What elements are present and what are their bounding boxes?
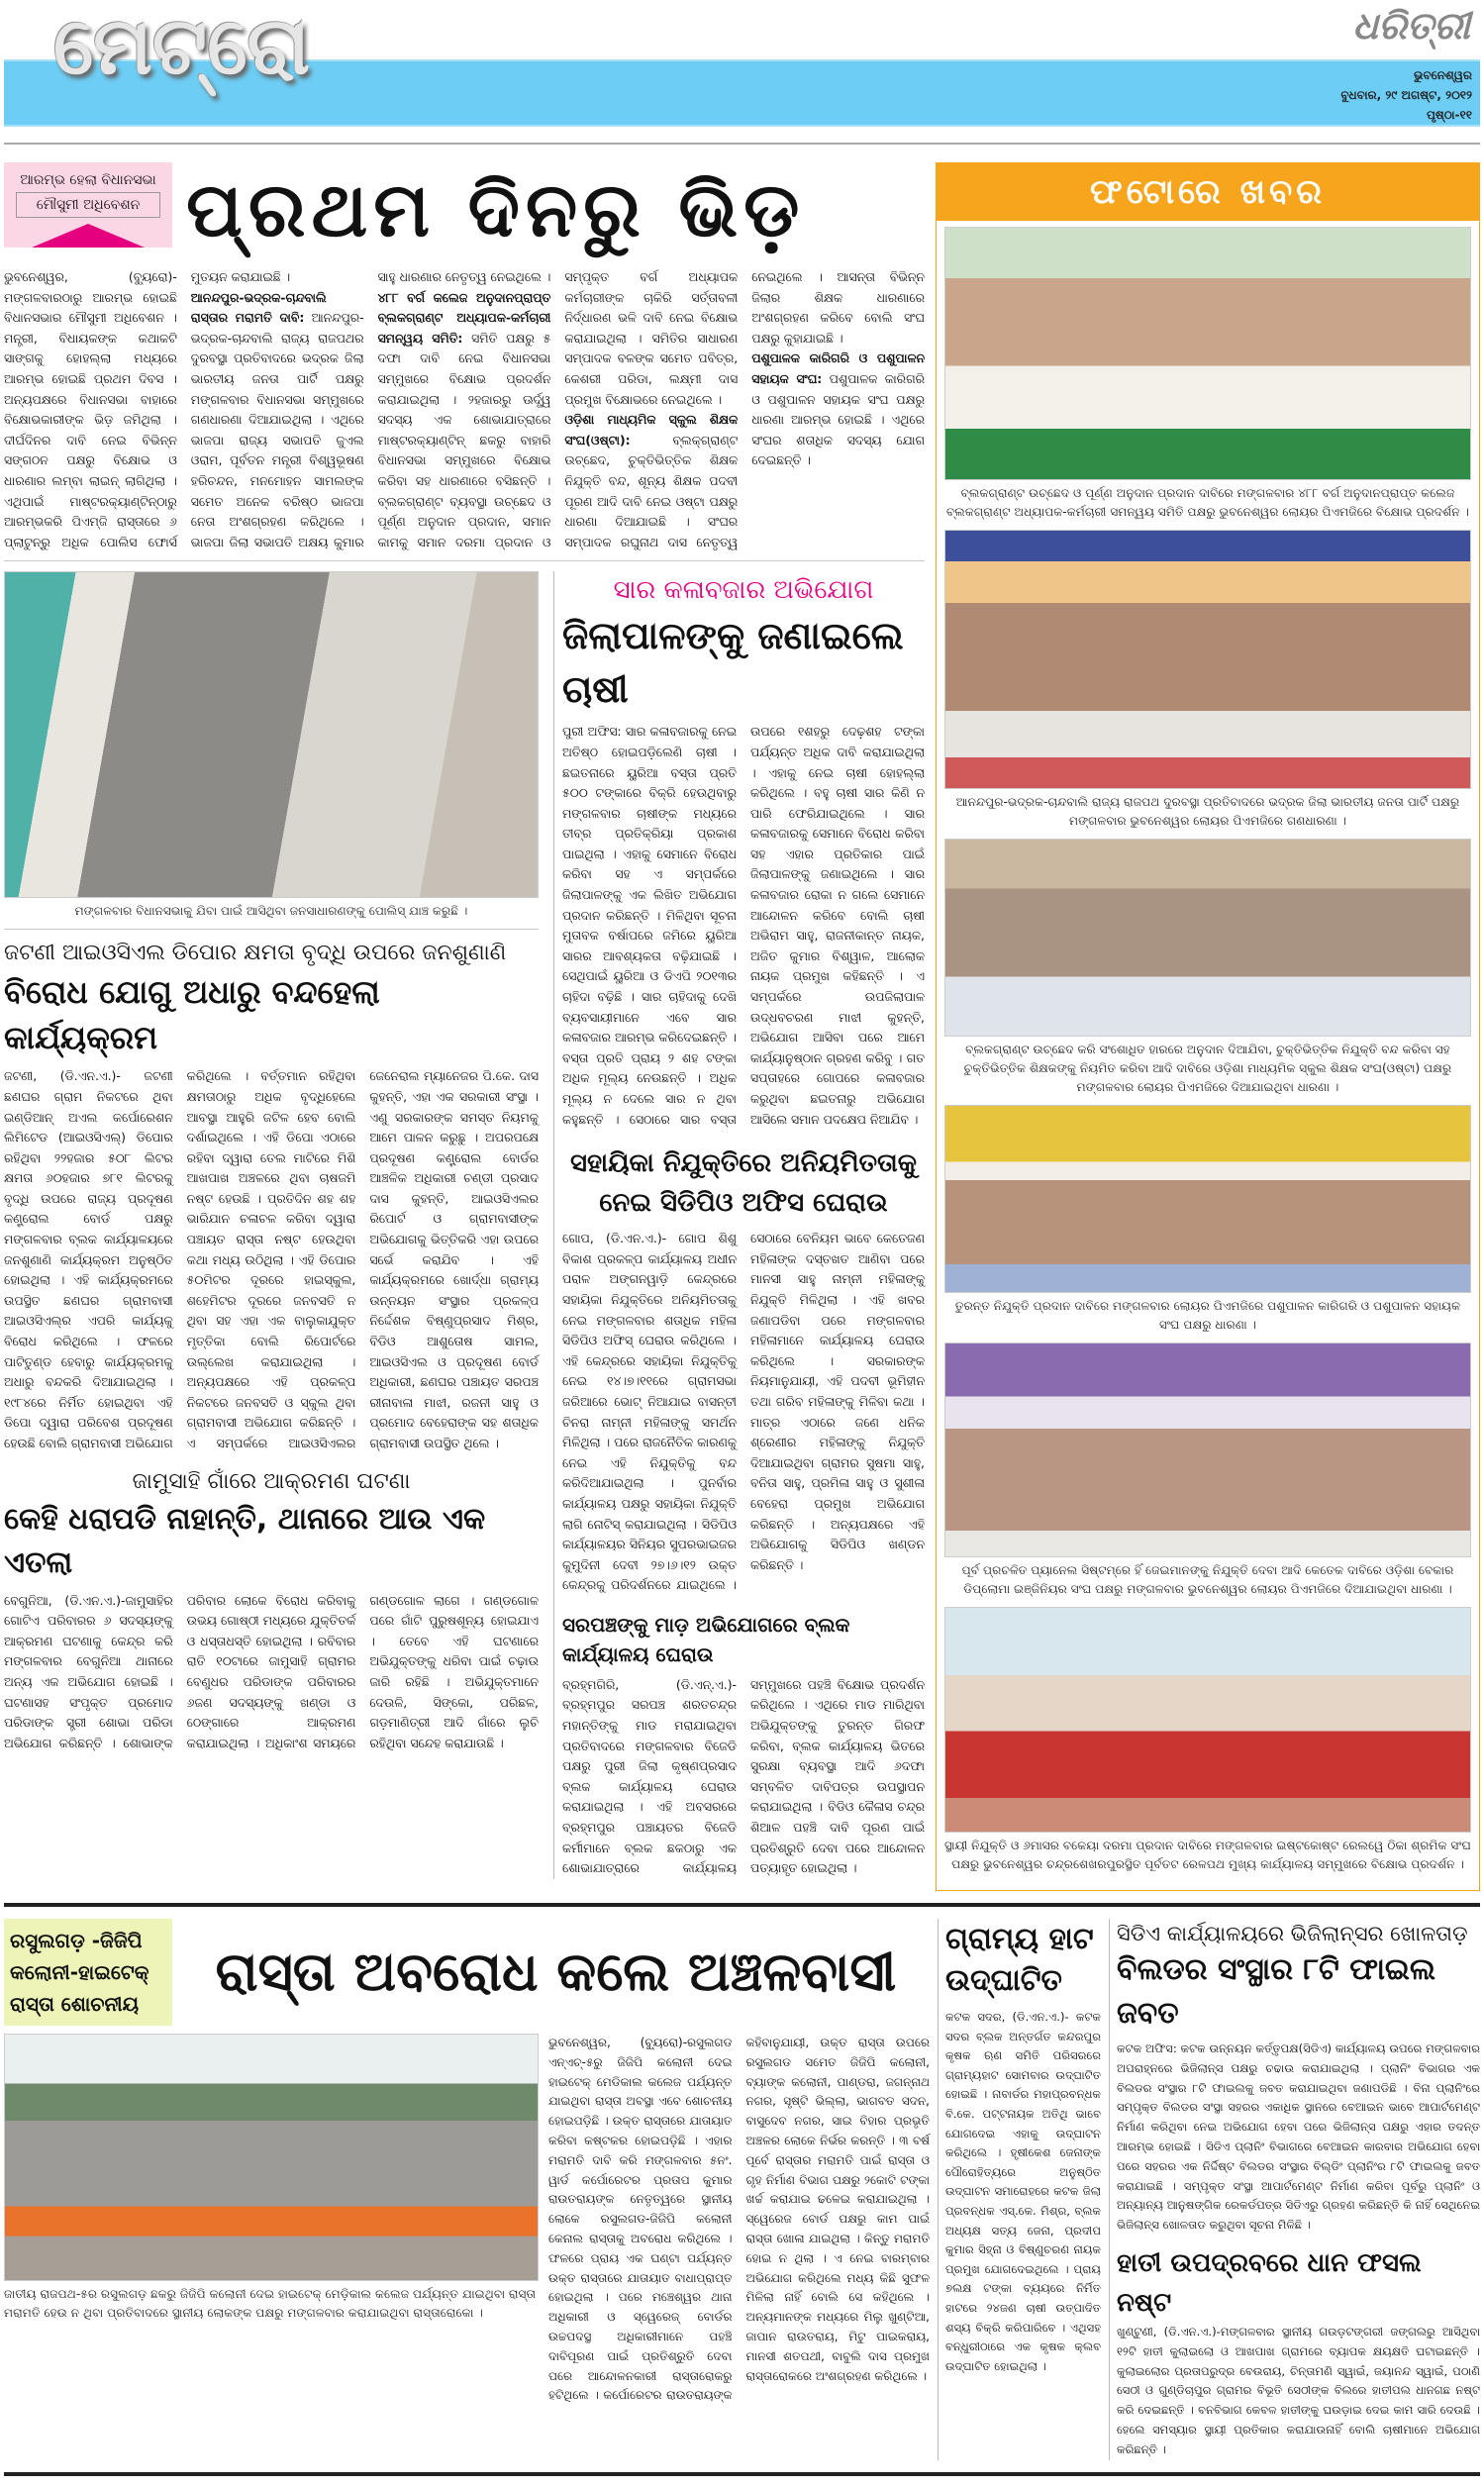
paragraph: ଆନନ୍ଦପୁର-ଭଦ୍ରକ-ଚାନ୍ଦବାଲି ରାଜ୍ୟ ରାଜପଥର ଦୁରବସ୍ଥା ପ୍ରତିବାଦରେ ଭଦ୍ରକ ଜିଲା ଭାରତୀୟ ଜନତା ପାର୍ଟି ପକ୍ଷରୁ ମଙ୍ଗଳବାର ବିଧାନସଭା ସମ୍ମୁଖରେ ଗଣଧାରଣା ଦିଆଯାଇଥିଲା । ଏଥିରେ ଭାଜପା ରାଜ୍ୟ ସଭାପତି ଜୁଏଲ ଓରାମ, ପୂର୍ବତନ ମନ୍ତ୍ରୀ ବିଶ୍ୱଭୂଷଣ ହରିଚନ୍ଦନ, ମନମୋହନ ସାମଲଙ୍କ ସମେତ ଅନେକ ବରିଷ୍ଠ ଭାଜପା ନେତା ଅଂଶଗ୍ରହଣ କରିଥିଲେ । ଭାଜପା ଜିଲା ସଭାପତି ଅକ୍ଷୟ କୁମାର ସାହୁ ଧାରଣାର ନେତୃତ୍ୱ ନେଇଥିଲେ । bbox=[190, 269, 551, 549]
paragraph: ପଶୁପାଳକ କାରିଗରି ଓ ପଶୁପାଳନ ସହାୟକ ସଂଘ ପକ୍ଷରୁ ଧାରଣା ଆରମ୍ଭ ହୋଇଛି । ଏଥିରେ ସଂଘର ଶତାଧିକ ସଦସ୍ୟ ଯୋଗ ଦେଇଛନ୍ତି । bbox=[751, 370, 925, 468]
gramya-hat-headline bbox=[945, 1919, 1101, 2002]
photo-caption: ତୁରନ୍ତ ନିଯୁକ୍ତି ପ୍ରଦାନ ଦାବିରେ ମଙ୍ଗଳବାର ଲୋୟର ପିଏମଜିରେ ପଶୁପାଳନ କାରିଗରି ଓ ପଶୁପାଳନ ସହାୟକ ସଂଘ ପକ୍ଷରୁ ଧାରଣା । bbox=[954, 1299, 1461, 1332]
lead-body bbox=[4, 267, 925, 552]
photo-caption: ଜାତୀୟ ରାଜପଥ-୫ର ରସୁଲଗଡ଼ ଛକରୁ ଜିଜିପି କଲୋନୀ ଦେଇ ହାଇଟେକ୍ ମେଡ଼ିକାଲ କଲେଜ ପର୍ଯ୍ୟନ୍ତ ଯାଇଥିବା ରାସ୍ତା ମରାମତି ହେଉ ନ ଥିବା ପ୍ରତିବାଦରେ ସ୍ଥାନୀୟ ଲୋକଙ୍କ ପକ୍ଷରୁ ମଙ୍ଗଳବାର କରାଯାଇଥିବା ରାସ୍ତାରୋକୋ । bbox=[4, 2287, 537, 2320]
rasulgarh-story bbox=[4, 1919, 930, 2460]
paragraph: ଭୁବନେଶ୍ୱର, (ବ୍ୟୁରୋ)-ରସୁଲଗଡ ଏନ୍‌ଏଚ୍-୫ରୁ ଜିଜିପି କଲୋନୀ ଦେଇ ହାଇଟେକ୍ ମେଡିକାଲ କଲେଜ ପର୍ଯ୍ୟନ୍ତ ଯାଇଥିବା ରାସ୍ତା ଅବସ୍ଥା ଏବେ ଶୋଚନୀୟ ହୋଇପଡ଼ିଛି । ଉକ୍ତ ରାସ୍ତାରେ ଯାତାୟାତ କରିବା କଷ୍ଟକର ହୋଇପଡ଼ିଛି । ଏହାର ମରାମତି ଦାବି କରି ମଙ୍ଗଳବାର ୫ନଂ. ୱାର୍ଡ କର୍ପୋରେଟର ପ୍ରତାପ କୁମାର ରାଉତରାୟଙ୍କ ନେତୃତ୍ୱରେ ସ୍ଥାନୀୟ ଲୋକେ ରସୁଲଗଡ-ଜିଜିପି କଲୋନୀ କେନାଲ ରାସ୍ତାକୁ ଅବରୋଧ କରିଥିଲେ । ଫଳରେ ପ୍ରାୟ ଏକ ଘଣ୍ଟା ପର୍ଯ୍ୟନ୍ତ ଉକ୍ତ ରାସ୍ତାରେ ଯାତାୟାତ ବାଧାପ୍ରାପ୍ତ ହୋଇଥିଲା । ପରେ ମଞ୍ଚେଶ୍ୱର ଥାନା ଅଧିକାରୀ ଓ ସ୍ୱେରେଜ୍ ବୋର୍ଡର ଉଚ୍ଚପଦସ୍ଥ ଅଧିକାରୀମାନେ ପହଞ୍ଚି ଦାବିପୂରଣ ପାଇଁ ପ୍ରତିଶ୍ରୁତି ଦେବା ପରେ ଆନ୍ଦୋଳନକାରୀ ରାସ୍ତାରୋକରୁ ହଟିଥିଲେ । କର୍ପୋରେଟର ରାଉତରାୟଙ୍କ କହିବାନୁଯାୟୀ, ଉକ୍ତ ରାସ୍ତା ଉପରେ ରସୁଲଗଡ ସମେତ ଜିଜିପି କଲୋନୀ, ବ୍ୟାଙ୍କ କଲୋନୀ, ପାଣ୍ଡରା, ଜଗନ୍ନାଥ ନଗର, ସୃଷ୍ଟି ଭିଲ୍ଲା, ଭାଗବତ ସଦନ, ବାସୁଦେବ ନଗର, ସାଇ ବିହାର ପ୍ରଭୃତି ଅଞ୍ଚଳର ଲୋକେ ନିର୍ଭର କରନ୍ତି । ୩ ବର୍ଷ ପୂର୍ବେ ରାସ୍ତାର ମରାମତି ପାଇଁ ରାସ୍ତା ଓ ଗୃହ ନିର୍ମାଣ ବିଭାଗ ପକ୍ଷରୁ ୨କୋଟି ଟଙ୍କା ଖର୍ଚ୍ଚ କରାଯାଇ ଢଳେଇ କରାଯାଇଥିଲା । ସ୍ୱେରେଜ ବୋର୍ଡ ପକ୍ଷରୁ କାମ ପାଇଁ ରାସ୍ତା ଖୋଳା ଯାଇଥିଲା । କିନ୍ତୁ ମରାମତି ହୋଇ ନ ଥିଲା । ଏ ନେଇ ବାରମ୍ବାର ଅଭିଯୋଗ କରିଥିଲେ ମଧ୍ୟ କିଛି ସୁଫଳ ମିଳିଲା ନାହିଁ ବୋଲି ସେ କହିଥିଲେ । ଅନ୍ୟମାନଙ୍କ ମଧ୍ୟରେ ମିଲୁ ଖୁଣ୍ଟିଆ, ଜାପାନ ରାଉତରାୟ, ମିଟୁ ପାଇକରାୟ, ମାନସୀ ଶତପଥୀ, ବାବୁଲି ଦାସ ପ୍ରମୁଖ ରାସ୍ତାରୋକରେ ଅଂଶଗ୍ରହଣ କରିଥିଲେ । bbox=[548, 2036, 930, 2403]
jatni-headline: ବିରୋଧ ଯୋଗୁ ଅଧାରୁ ବନ୍ଦହେଲା କାର୍ଯ୍ୟକ୍ରମ bbox=[4, 973, 380, 1057]
kicker-line: ଆରମ୍ଭ ହେଲା ବିଧାନସଭା bbox=[20, 172, 156, 188]
lead-headline: ପ୍ରଥମ ଦିନରୁ ଭିଡ଼ bbox=[186, 165, 806, 253]
page-number: ପୃଷ୍ଠା-୧୧ bbox=[1426, 108, 1472, 122]
rasulgarh-body bbox=[548, 2034, 930, 2406]
protest-photo-3 bbox=[944, 839, 1471, 1037]
bottom-section bbox=[4, 1919, 1480, 2460]
jatni-body bbox=[4, 1066, 539, 1453]
jamusahi-body bbox=[4, 1591, 539, 1754]
elephant-body bbox=[1117, 2323, 1480, 2460]
right-stories bbox=[553, 571, 925, 1879]
protest-photo-1 bbox=[944, 227, 1471, 480]
paragraph: ବ୍ଲକ୍‌ଗ୍ରାଣ୍ଟ ଉଚ୍ଛେଦ, ଚୁକ୍ତିଭିତ୍ତିକ ଶିକ୍ଷକ ନିଯୁକ୍ତି ବନ୍ଦ, ଶୂନ୍ୟ ଶିକ୍ଷକ ପଦବୀ ପୂରଣ ଆଦି ଦାବି ନେଇ ଓଷ୍ଟା ପକ୍ଷରୁ ଧାରଣା ଦିଆଯାଇଛି । ସଂଘର ସମ୍ପାଦକ ରଘୁନାଥ ଦାସ ନେତୃତ୍ୱ ନେଇଥିଲେ । ଆସନ୍ତା ବିଭିନ୍ନ ଜିଲାର ଶିକ୍ଷକ ଧାରଣାରେ ଅଂଶଗ୍ରହଣ କରିବେ ବୋଲି ସଂଘ ପକ୍ଷରୁ କୁହାଯାଇଛି । bbox=[564, 269, 925, 549]
sarapanch-body bbox=[562, 1675, 925, 1879]
paragraph: ବ୍ରହ୍ମଗିରି, (ଡି.ଏନ୍.ଏ.)- ବ୍ରହ୍ମପୁର ସରପଞ୍ଚ ଶରତଚନ୍ଦ୍ର ମହାନ୍ତିଙ୍କୁ ମାଡ ମରାଯାଇଥିବା ପ୍ରତିବାଦରେ ମଙ୍ଗଳବାର ବିଜେଡି ପକ୍ଷରୁ ପୁରୀ ଜିଲା କୃଷ୍ଣପ୍ରସାଦ ବ୍ଲକ କାର୍ଯ୍ୟାଳୟ ଘେରାଉ କରାଯାଇଥିଲା । ଏହି ଅବସରରେ ବ୍ରହ୍ମପୁର ପଞ୍ଚାୟତର ବିଜେଡି କର୍ମୀମାନେ ବ୍ଲକ ଛକଠାରୁ ଏକ ଶୋଭାଯାତ୍ରାରେ କାର୍ଯ୍ୟାଳୟ ସମ୍ମୁଖରେ ପହଞ୍ଚି ବିକ୍ଷୋଭ ପ୍ରଦର୍ଶନ କରିଥିଲେ । ଏଥିରେ ମାଡ ମାରିଥିବା ଅଭିଯୁକ୍ତଙ୍କୁ ତୁରନ୍ତ ଗିରଫ କରିବା, ବ୍ଲକ କାର୍ଯ୍ୟାଳୟ ଭିତରେ ସୁରକ୍ଷା ବ୍ୟବସ୍ଥା ଆଦି ୬ଦଫା ସମ୍ବଳିତ ଦାବିପତ୍ର ଉପସ୍ଥାପନ କରାଯାଇଥିଲା । ବିଡିଓ କୈଳାସ ଚନ୍ଦ୍ର ଶିଆଳ ପହଞ୍ଚି ଦାବି ପୂରଣ ପାଇଁ ପ୍ରତିଶ୍ରୁତି ଦେବା ପରେ ଆନ୍ଦୋଳନ ପତ୍ୟାହୃତ ହୋଇଥିଲା । bbox=[562, 1676, 925, 1876]
rasulgarh-headline: ରାସ୍ତା ଅବରୋଧ କଲେ ଅଞ୍ଚଳବାସୀ bbox=[215, 1941, 897, 2003]
section-divider bbox=[4, 1903, 1480, 1907]
newspaper-logo: ଧରିତ୍ରୀ bbox=[1352, 4, 1470, 48]
headline-line: ଉଦ୍‌ଘାଟିତ bbox=[945, 1963, 1062, 1998]
divider bbox=[4, 929, 539, 930]
bottom-rule bbox=[4, 2472, 1480, 2476]
protest-photo-2 bbox=[944, 530, 1471, 789]
fertilizer-body bbox=[562, 722, 925, 1130]
lead-header bbox=[4, 162, 925, 257]
subhead: ପଶୁପାଳକ କାରିଗରି ଓ ପଶୁପାଳନ ସହାୟକ ସଂଘ: bbox=[751, 350, 925, 386]
elephant-headline: ହାତୀ ଉପଦ୍ରବରେ ଧାନ ଫସଲ ନଷ୍ଟ bbox=[1117, 2247, 1422, 2318]
photo-caption: ସ୍ଥାୟୀ ନିଯୁକ୍ତି ଓ ୬ମାସର ବକେୟା ଦରମା ପ୍ରଦାନ ଦାବିରେ ମଙ୍ଗଳବାର ଇଷ୍ଟକୋଷ୍ଟ ରେଲୱେ ଠିକା ଶ୍ରମିକ ସଂଘ ପକ୍ଷରୁ ଭୁବନେଶ୍ୱର ଚନ୍ଦ୍ରଶେଖରପୁରସ୍ଥିତ ପୂର୍ବତଟ ରେଳପଥ ମୁଖ୍ୟ କାର୍ଯ୍ୟାଳୟ ସମ୍ମୁଖରେ ବିକ୍ଷୋଭ ପ୍ରଦର୍ଶନ । bbox=[944, 1839, 1471, 1871]
paragraph: ଖୁଣ୍ଟୁଣୀ, (ଡି.ଏନ.ଏ.)-ମଙ୍ଗଳବାର ସ୍ଥାନୀୟ ଗଉଡ଼ଟଙ୍ଗରୀ ଜଙ୍ଗଲରୁ ଆସିଥିବା ୧୨ଟି ହାତୀ କୁଲାଇଲୋ ଓ ଆଖପାଖ ଗ୍ରାମରେ ବ୍ୟାପକ କ୍ଷୟକ୍ଷତି ଘଟାଇଛନ୍ତି । କୁଲାଇଲୋର ପ୍ରତାପରୁଦ୍ର ବେଉରାୟ, ଚିନ୍ତାମଣି ସ୍ୱାଇଁ, ଜୟାନନ୍ଦ ସ୍ୱାଇଁ, ପଠାଣି ସେଠୀ ଓ ଗୁଣ୍ଡିଚାପୁର ଗ୍ରାମର ବିଭୂତି ସେଠୀଙ୍କ ବିଲରେ ହାତୀପଲ ଧାନଗଛ ନଷ୍ଟ କରି ଦେଇଛନ୍ତି । ବନବିଭାଗ କେବଳ ହାତୀଙ୍କୁ ଘଉଡ଼ାଇ ଦେଇ କାମ ସାରି ଦେଉଛି । ହେଲେ ସମସ୍ୟାର ସ୍ଥାୟୀ ପ୍ରତିକାର କରାଯାଉନାହିଁ ବୋଲି ଚାଷୀମାନେ ଅଭିଯୋଗ କରିଛନ୍ତି । bbox=[1117, 2324, 1480, 2456]
protest-photo-5 bbox=[944, 1343, 1471, 1557]
sahayika-body bbox=[562, 1229, 925, 1596]
paragraph: କଟକ ସଦର, (ଡି.ଏନ.ଏ.)- କଟକ ସଦର ବ୍ଲକ ଅନ୍ତର୍ଗତ କନ୍ଦରପୁର କୃଷକ ଋଣ ସମିତି ପରିସରରେ ଗ୍ରାମ୍ୟହାଟ ସୋମବାର ଉଦ୍‌ଘାଟିତ ହୋଇଛି । ନାବାର୍ଡର ମହାପ୍ରବନ୍ଧକ ବି.କେ. ପଟ୍ଟନାୟକ ଅତିଥି ଭାବେ ଯୋଗଦେଇ ଏହାକୁ ଉଦ୍‌ଘାଟନ କରିଥିଲେ । ହୃଷୀକେଶ ଜେନାଙ୍କ ପୌରୋହିତ୍ୟରେ ଅନୁଷ୍ଠିତ ଉଦ୍‌ଘାଟନ ସମାରୋହରେ କଟକ ଜିଲା ପ୍ରବନ୍ଧକ ଏସ୍.କେ. ମିଶ୍ର, ବ୍ଲକ ଅଧ୍ୟକ୍ଷ ସତ୍ୟ ଜେନା, ପ୍ରଦୀପ କୁମାର ସିହ୍ନା ଓ ବିଷ୍ଣୁଚରଣ ନାୟକ ପ୍ରମୁଖ ଯୋଗଦେଇଥିଲେ । ପ୍ରାୟ ୭ଲକ୍ଷ ଟଙ୍କା ବ୍ୟୟରେ ନିର୍ମିତ ହାଟରେ ୨୪ଜଣ ଚାଷୀ ଉତ୍ପାଦିତ ଶସ୍ୟ ବିକ୍ରି କରିପାରିବେ । ଏଥିସହ ବନ୍ଧୁରୀଠାରେ ଏକ କୃଷକ କ୍ଲବ ଉଦ୍‌ଘାଟିତ ହୋଇଥିଲା । bbox=[945, 2010, 1101, 2373]
photo-caption: ପୂର୍ବ ପ୍ରଚଳିତ ପ୍ୟାନେଲ ସିଷ୍ଟମ୍‌ରେ ହିଁ ଜେଇମାନଙ୍କୁ ନିଯୁକ୍ତି ଦେବା ଆଦି କେତେକ ଦାବିରେ ଓଡ଼ିଶା ବେକାର ଡିପ୍ଲୋମା ଇଞ୍ଜିନିୟର ସଂଘ ପକ୍ଷରୁ ମଙ୍ଗଳବାର ଭୁବନେଶ୍ୱର ଲୋୟର ପିଏମଜିରେ ଦିଆଯାଇଥିବା ଧାରଣା । bbox=[961, 1563, 1454, 1596]
left-stories bbox=[4, 571, 539, 1879]
masthead bbox=[4, 0, 1480, 139]
rasulgarh-content bbox=[4, 2034, 930, 2406]
cda-story bbox=[1109, 1919, 1480, 2460]
section-title: ମେଟ୍ରୋ bbox=[53, 0, 311, 92]
photo-caption: ଆନନ୍ଦପୁର-ଭଦ୍ରକ-ଚାନ୍ଦବାଲି ରାଜ୍ୟ ରାଜପଥ ଦୁରବସ୍ଥା ପ୍ରତିବାଦରେ ଭଦ୍ରକ ଜିଲା ଭାରତୀୟ ଜନତା ପାର୍ଟି ପକ୍ଷରୁ ମଙ୍ଗଳବାର ଭୁବନେଶ୍ୱର ଲୋୟର ପିଏମଜିରେ ଗଣଧାରଣା । bbox=[955, 795, 1460, 828]
date: ବୁଧବାର, ୨୯ ଅଗଷ୍ଟ, ୨୦୧୨ bbox=[1340, 88, 1472, 102]
paragraph: ଗୋପ, (ଡି.ଏନ.ଏ.)- ଗୋପ ଶିଶୁ ବିକାଶ ପ୍ରକଳ୍ପ କାର୍ଯ୍ୟାଳୟ ଅଧୀନ ପରାଳ ଅଙ୍ଗନୱାଡ଼ି କେନ୍ଦ୍ରରେ ସହାୟିକା ନିଯୁକ୍ତିରେ ଅନିୟମିତତାକୁ ନେଇ ମଙ୍ଗଳବାର ଶତାଧିକ ମହିଳା ସିଡିପିଓ ଅଫିସ୍ ଘେରାଉ କରିଥିଲେ । ଏହି କେନ୍ଦ୍ରରେ ସହାୟିକା ନିଯୁକ୍ତିକୁ ନେଇ ୧୪।୭।୧୧ରେ ଗ୍ରାମସଭା ଜରିଆରେ ଭୋଟ୍ ନିଆଯାଇ ବାସନ୍ତୀ ଚିନରା ନାମ୍ନୀ ମହିଳାଙ୍କୁ ସମର୍ଥନ ମିଳିଥିଲା । ପରେ ରାଜନୈତିକ କାରଣକୁ ନେଇ ଏହି ନିଯୁକ୍ତିକୁ ବନ୍ଦ କରିଦିଆଯାଇଥିଲା । ପୁନର୍ବାର କାର୍ଯ୍ୟାଳୟ ପକ୍ଷରୁ ସହାୟିକା ନିଯୁକ୍ତି ଲାଗି ନୋଟିସ୍ କରାଯାଇଥିଲା । ସିଡିପିଓ କାର୍ଯ୍ୟାଳୟର ସିନିୟର ସୁପରଭାଇଜର କୁମୁଦିନୀ ଦେବୀ ୨୭।୬।୧୨ ଉକ୍ତ କେନ୍ଦ୍ରକୁ ପରିଦର୍ଶନରେ ଯାଇଥିଲେ । ସେଠାରେ ବେନିୟମ ଭାବେ କେତେଜଣ ମହିଳାଙ୍କ ଦସ୍ତଖତ ଆଣିବା ପରେ ମାନସୀ ସାହୁ ନାମ୍ନୀ ମହିଳାଙ୍କୁ ନିଯୁକ୍ତି ମିଳିଥିଲା । ଏହି ଖବର ଜଣାପଡିବା ପରେ ମଙ୍ଗଳବାର ମହିଳାମାନେ କାର୍ଯ୍ୟାଳୟ ଘେରାଉ କରିଥିଲେ । ସରକାରଙ୍କ ନିୟମାନୁଯାୟୀ, ଏହି ପଦବୀ ଭୂମିହୀନ ତଥା ଗରିବ ମହିଳାଙ୍କୁ ମିଳିବା କଥା । ମାତ୍ର ଏଠାରେ ଜଣେ ଧନିକ ଶ୍ରେଣୀର ମହିଳାଙ୍କୁ ନିଯୁକ୍ତି ଦିଆଯାଇଥିବା ଗ୍ରାମର ସୁଷମା ସାହୁ, ବନିତା ସାହୁ, ପ୍ରମିଳା ସାହୁ ଓ ସୁଶୀଳା ବେହେରା ପ୍ରମୁଖ ଅଭିଯୋଗ କରିଛନ୍ତି । ଅନ୍ୟପକ୍ଷରେ ଏହି ଅଭିଯୋଗକୁ ସିଡିପିଓ ଖଣ୍ଡନ କରିଛନ୍ତି । bbox=[562, 1231, 925, 1593]
photo-caption: ମଙ୍ଗଳବାର ବିଧାନସଭାକୁ ଯିବା ପାଇଁ ଆସିଥିବା ଜନସାଧାରଣଙ୍କୁ ପୋଲିସ୍ ଯାଞ୍ଚ କରୁଛି । bbox=[74, 904, 468, 919]
sahayika-headline bbox=[562, 1144, 925, 1223]
paragraph: ସମିତି ପକ୍ଷରୁ ୫ ଦଫା ଦାବି ନେଇ ବିଧାନସଭା ସମ୍ମୁଖରେ ବିକ୍ଷୋଭ ପ୍ରଦର୍ଶନ କରାଯାଇଥିଲା । ୨ହଜାରରୁ ଊର୍ଦ୍ଧ୍ୱ ସଦସ୍ୟ ଏକ ଶୋଭାଯାତ୍ରାରେ ମାଷ୍ଟରକ୍ୟାଣ୍ଟିନ୍ ଛକରୁ ବାହାରି ବିଧାନସଭା ସମ୍ମୁଖରେ ବିକ୍ଷୋଭ କରିବା ସହ ଧାରଣାରେ ବସିଛନ୍ତି । ବ୍ଲକଗ୍ରାଣ୍ଟ ବ୍ୟବସ୍ଥା ଉଚ୍ଛେଦ ଓ ପୂର୍ଣ୍ଣ ଅନୁଦାନ ପ୍ରଦାନ, ସମାନ କାମକୁ ସମାନ ଦରମା ପ୍ରଦାନ ଓ ସମ୍ପୃକ୍ତ ବର୍ଗ ଅଧ୍ୟାପକ କର୍ମଚାରୀଙ୍କ ଚାକିରି ସର୍ତ୍ତାବଳୀ ନିର୍ଦ୍ଧାରଣ ଭଳି ଦାବି ନେଇ ବିକ୍ଷୋଭ କରାଯାଇଥିଲା । ସମିତିର ସାଧାରଣ ସମ୍ପାଦକ ବଳଙ୍କ ସମେତ ପବିତ୍ର, କେଶରୀ ପରିଡା, ଲକ୍ଷ୍ମୀ ଦାସ ପ୍ରମୁଖ ବିକ୍ଷୋଭରେ ନେଇଥିଲେ । bbox=[377, 269, 739, 549]
rasulgarh-header bbox=[4, 1919, 930, 2026]
subhead: ୪୮୮ ବର୍ଗ କଲେଜ ଅନୁଦାନପ୍ରାପ୍ତ ବ୍ଲକଗ୍ରାଣ୍ଟ ଅଧ୍ୟାପକ-କର୍ମଚାରୀ ସମନ୍ୱୟ ସମିତି: bbox=[377, 289, 551, 346]
jamusahi-kicker: ଜାମୁସାହି ଗାଁରେ ଆକ୍ରମଣ ଘଟଣା bbox=[132, 1468, 411, 1494]
kicker-line: ମୌସୁମୀ ଅଧିବେଶନ bbox=[16, 192, 160, 218]
cda-kicker: ସିଡିଏ କାର୍ଯ୍ୟାଳୟରେ ଭିଜିଲାନ୍ସର ଖୋଳତାଡ଼ bbox=[1117, 1922, 1468, 1945]
headline-line: ଗ୍ରାମ୍ୟ ହାଟ bbox=[945, 1922, 1094, 1956]
top-section bbox=[4, 162, 1480, 1891]
cda-headline: ବିଲଡର ସଂସ୍ଥାର ୮ଟି ଫାଇଲ ଜବତ bbox=[1117, 1952, 1435, 2031]
photo-news-panel bbox=[936, 162, 1480, 1891]
jatni-kicker: ଜଟଣୀ ଆଇଓସିଏଲ ଡିପୋର କ୍ଷମତା ବୃଦ୍ଧି ଉପରେ ଜନଶୁଣାଣି bbox=[4, 941, 507, 966]
protest-photo-4 bbox=[944, 1105, 1471, 1293]
triangle-ornament bbox=[32, 224, 145, 248]
cda-body bbox=[1117, 2040, 1480, 2236]
rasulgarh-kicker: ରସୁଲଗଡ଼ -ଜିଜିପି କଲୋନୀ-ହାଇଟେକ୍ ରାସ୍ତା ଶୋଚନୀୟ bbox=[4, 1919, 172, 2026]
paragraph: ଭୁବନେଶ୍ୱର, (ବ୍ୟୁରୋ)- ମଙ୍ଗଳବାରଠାରୁ ଆରମ୍ଭ ହୋଇଛି ବିଧାନସଭାର ମୌସୁମୀ ଅଧିବେଶନ । ମନ୍ତ୍ରୀ, ବିଧାୟକଙ୍କ କଥାକଟି ସାଙ୍ଗକୁ ହୋହଲ୍ଲା ମଧ୍ୟରେ ଆରମ୍ଭ ହୋଇଛି ପ୍ରଥମ ଦିବସ । ଅନ୍ୟପକ୍ଷରେ ବିଧାନସଭା ବାହାରେ ବିକ୍ଷୋଭକାରୀଙ୍କ ଭିଡ଼ ଜମିଥିଲା । ଦୀର୍ଘଦିନର ଦାବି ନେଇ ବିଭିନ୍ନ ସଙ୍ଗଠନ ପକ୍ଷରୁ ବିକ୍ଷୋଭ ଓ ଧାରଣାର ଲମ୍ବା ଲାଇନ୍ ଲାଗିଥିଲା । ଏଥିପାଇଁ ମାଷ୍ଟରକ୍ୟାଣ୍ଟିନ୍‌ଠାରୁ ଆରମ୍ଭକରି ପିଏମ୍‌ଜି ରାସ୍ତାରେ ୬ ପ୍ଲାଟୁନ୍‌ରୁ ଅଧିକ ପୋଲିସ ଫୋର୍ସ ମୁତୟନ କରାଯାଇଛି । bbox=[4, 269, 291, 549]
main-column bbox=[4, 162, 925, 1891]
headline-line: ନେଇ ସିଡିପିଓ ଅଫିସ ଘେରାଉ bbox=[599, 1188, 888, 1219]
paragraph: ଜଟଣୀ, (ଡି.ଏନ.ଏ.)- ଜଟଣୀ ଛଣଘର ଗ୍ରାମ ନିକଟରେ ଥିବା ଇଣ୍ଡିଆନ୍ ଅଏଲ କର୍ପୋରେଶନ ଲିମିଟେଡ (ଆଇଓସିଏଲ୍) ଡିପୋର ରହିଥିବା ୨୨ହଜାର ୫୦୮ ଲିଟର କ୍ଷମତା ୬୦ହଜାର ୭୮୧ ଲିଟରକୁ ବୃଦ୍ଧି ଉପରେ ରାଜ୍ୟ ପ୍ରଦୂଷଣ କଣ୍ଟ୍ରୋଲ ବୋର୍ଡ ପକ୍ଷରୁ ମଙ୍ଗଳବାର ବ୍ଲକ କାର୍ଯ୍ୟାଳୟରେ ଜନଶୁଣାଣି କାର୍ଯ୍ୟକ୍ରମ ଅନୁଷ୍ଠିତ ହୋଇଥିଲା । ଏହି କାର୍ଯ୍ୟକ୍ରମରେ ଉପସ୍ଥିତ ଛଣଘର ଗ୍ରାମବାସୀ ଆଇଓସିଏଲ୍‌ର ଏପରି କାର୍ଯ୍ୟକୁ ବିରୋଧ କରିଥିଲେ । ଫଳରେ ପାଟିତୁଣ୍ଡ ହେବାରୁ କାର୍ଯ୍ୟକ୍ରମକୁ ଅଧାରୁ ବନ୍ଦକରି ଦିଆଯାଇଥିଲା । ୧୯୮୪ରେ ନିର୍ମିତ ହୋଇଥିବା ଏହି ଡିପୋ ଦ୍ୱାରା ପରିବେଶ ପ୍ରଦୂଷଣ ହେଉଛି ବୋଲି ଗ୍ରାମବାସୀ ଅଭିଯୋଗ କରିଥିଲେ । ବର୍ତ୍ତମାନ ରହିଥିବା କ୍ଷମତାଠାରୁ ଅଧିକ ବୃଦ୍ଧିହେଲେ ଆବସ୍ଥା ଆହୁରି ଜଟିଳ ହେବ ବୋଲି ଦର୍ଶାଇଥିଲେ । ଏହି ଡିପୋ ଏଠାରେ ରହିବା ଦ୍ୱାରା ତେଲ ମାଟିରେ ମିଶି ଆଖପାଖ ଅଞ୍ଚଳରେ ଥିବା ଚାଷଜମି ନଷ୍ଟ ହେଉଛି । ପ୍ରତିଦିନ ଶହ ଶହ ଭାରିଯାନ ଚଳାଚଳ କରିବା ଦ୍ୱାରା ପଞ୍ଚାୟତ ରାସ୍ତା ନଷ୍ଟ ହେଉଥିବା କଥା ମଧ୍ୟ ଉଠିଥିଲା । ଏହି ଡିପୋର ୫୦ମିଟର ଦୂରରେ ହାଇସ୍କୁଲ, ଶହେମିଟର ଦୂରରେ ଜନବସତି ନ ଥିବା ସହ ଏହା ଏକ ବାଲୁକାଯୁକ୍ତ ମୃତ୍ତିକା ବୋଲି ରିପୋର୍ଟରେ ଉଲ୍ଲେଖ କରାଯାଇଥିଲା । ଅନ୍ୟପକ୍ଷରେ ଏହି ପ୍ରକଳ୍ପ ନିକଟରେ ଜନବସତି ଓ ସ୍କୁଲ ଥିବା ଗ୍ରାମବାସୀ ଅଭିଯୋଗ କରିଛନ୍ତି । ଏ ସମ୍ପର୍କରେ ଆଇଓସିଏଲର ଜେନେରାଲ ମ୍ୟାନେଜର ପି.କେ. ଦାସ କୁହନ୍ତି, ଏହା ଏକ ସରକାରୀ ସଂସ୍ଥା । ଏଣୁ ସରକାରଙ୍କ ସମସ୍ତ ନିୟମକୁ ଆମେ ପାଳନ କରୁଛୁ । ଅପରପକ୍ଷେ ପ୍ରଦୂଷଣ କଣ୍ଟ୍ରୋଲ ବୋର୍ଡର ଆଞ୍ଚଳିକ ଅଧିକାରୀ ଚଣ୍ଡୀ ପ୍ରସାଦ ଦାସ କୁହନ୍ତି, ଆଇଓସିଏଲର ରିପୋର୍ଟ ଓ ଗ୍ରାମବାସୀଙ୍କ ଅଭିଯୋଗକୁ ଭିତ୍ତିକରି ଏହା ଉପରେ ସର୍ଭେ କରାଯିବ । ଏହି କାର୍ଯ୍ୟକ୍ରମରେ ଖୋର୍ଦ୍ଧା ଗ୍ରାମ୍ୟ ଉନ୍ନୟନ ସଂସ୍ଥାର ପ୍ରକଳ୍ପ ନିର୍ଦ୍ଦେଶକ ବିଷ୍ଣୁପ୍ରସାଦ ମିଶ୍ର, ବିଡିଓ ଆଶୁତୋଷ ସାମଲ, ଆଇଓସିଏଲ ଓ ପ୍ରଦୂଷଣ ବୋର୍ଡ ଅଧିକାରୀ, ଛଣଘର ପଞ୍ଚାୟତ ସରପଞ୍ଚ ରୀନାବାଳା ମାଝୀ, ରଜନୀ ସାହୁ ଓ ପ୍ରମୋଦ ବେହେରାଙ୍କ ସହ ଶତାଧିକ ଗ୍ରାମବାସୀ ଉପସ୍ଥିତ ଥିଲେ । bbox=[4, 1068, 539, 1450]
assembly-security-photo bbox=[4, 571, 539, 898]
paragraph: ପୁରୀ ଅଫିସ: ସାର କଳାବଜାରକୁ ନେଇ ଅତିଷ୍ଠ ହୋଇପଡ଼ିଲେଣି ଚାଷୀ । ଛଇତନାରେ ୟୁରିଆ ବସ୍ତା ପ୍ରତି ୫୦୦ ଟଙ୍କାରେ ବିକ୍ରି ହେଉଥିବାରୁ ମଙ୍ଗଳବାର ଚାଷୀଙ୍କ ମଧ୍ୟରେ ତୀବ୍ର ପ୍ରତିକ୍ରିୟା ପ୍ରକାଶ ପାଇଥିଲା । ଏହାକୁ ସେମାନେ ବିରୋଧ କରିବା ସହ ଏ ସମ୍ପର୍କରେ ଜିଲାପାଳଙ୍କୁ ଏକ ଲିଖିତ ଅଭିଯୋଗ ପ୍ରଦାନ କରିଛନ୍ତି । ମିଳିଥିବା ସୂଚନା ମୁତାବକ ବର୍ଷାପରେ ଜମିରେ ୟୁରିଆ ସାରର ଆବଶ୍ୟକତା ବଢ଼ିଯାଇଛି । ସେଥିପାଇଁ ୟୁରିଆ ଓ ଡିଏପି ୨୦୧୩ର ଚାହିଦା ବଢ଼ିଛି । ସାର ଚାହିଦାକୁ ଦେଖି ବ୍ୟବସାୟୀମାନେ ଏବେ ସାର କଳାବଜାର ଆରମ୍ଭ କରିଦେଇଛନ୍ତି । ବସ୍ତା ପ୍ରତି ପ୍ରାୟ ୨ ଶହ ଟଙ୍କା ଅଧିକ ମୂଲ୍ୟ ନେଉଛନ୍ତି । ଅଧିକ ମୂଲ୍ୟ ନ ଦେଲେ ସାର ନ ଥିବା କହୁଛନ୍ତି । ସେଠାରେ ସାର ବସ୍ତା ଉପରେ ୧ଶହରୁ ଦେଢ଼ଶହ ଟଙ୍କା ପର୍ଯ୍ୟନ୍ତ ଅଧିକ ଦାବି କରାଯାଇଥିଲା । ଏହାକୁ ନେଇ ଚାଷୀ ହୋହଲ୍ଲା କରିଥିଲେ । ବହୁ ଚାଷୀ ସାର କିଣି ନ ପାରି ଫେରିଯାଇଥିଲେ । ସାର କଳାବଜାରକୁ ସେମାନେ ବିରୋଧ କରିବା ସହ ଏହାର ପ୍ରତିକାର ପାଇଁ ଜିଲାପାଳଙ୍କୁ ଜଣାଇଥିଲେ । ସାର କଳାବଜାର ରୋକା ନ ଗଲେ ସେମାନେ ଆନ୍ଦୋଳନ କରିବେ ବୋଲି ଚାଷୀ ଅଭିରାମ ସାହୁ, ରାଜନୀକାନ୍ତ ନାୟକ, ଅଜିତ କୁମାର ବିଶ୍ୱାଳ, ଆଲୋକ ନାୟକ ପ୍ରମୁଖ କହିଛନ୍ତି । ଏ ସମ୍ପର୍କରେ ଉପଜିଲାପାଳ ଉଦ୍ଧବଚରଣ ମାଝୀ କୁହନ୍ତି, ଅଭିଯୋଗ ଆସିବା ପରେ ଆମେ କାର୍ଯ୍ୟାନୁଷ୍ଠାନ ଗ୍ରହଣ କରିବୁ । ଗତ ସପ୍ତାହରେ ଗୋପରେ କଳାବଜାର କରୁଥିବା ଛଇତନାରୁ ଅଭିଯୋଗ ଆସିଲେ ସମାନ ପଦକ୍ଷେପ ନିଆଯିବ । bbox=[562, 724, 925, 1127]
dateline bbox=[1340, 65, 1472, 125]
fertilizer-kicker: ସାର କଳାବଜାର ଅଭିଯୋଗ bbox=[613, 575, 874, 606]
photo-caption: ବ୍ଲକଗ୍ରାଣ୍ଟ ଉଚ୍ଛେଦ କରି ସଂଶୋଧିତ ହାରରେ ଅନୁଦାନ ଦିଆଯିବା, ଚୁକ୍ତିଭିତ୍ତିକ ନିଯୁକ୍ତି ବନ୍ଦ କରିବା ସହ ଚୁକ୍ତିଭିତ୍ତିକ ଶିକ୍ଷକଙ୍କୁ ନିୟମିତ କରିବା ଆଦି ଦାବିରେ ଓଡ଼ିଶା ମାଧ୍ୟମିକ ସ୍କୁଲ ଶିକ୍ଷକ ସଂଘ(ଓଷ୍ଟା) ପକ୍ଷରୁ ମଙ୍ଗଳବାର ଲୋୟର ପିଏମଜିରେ ଦିଆଯାଇଥିବା ଧାରଣା । bbox=[963, 1043, 1452, 1094]
gramya-hat-story bbox=[938, 1919, 1101, 2460]
divider bbox=[4, 560, 925, 561]
rasulgarh-photo-block bbox=[4, 2034, 539, 2406]
jamusahi-headline: କେହି ଧରାପଡି ନାହାନ୍ତି, ଥାନାରେ ଆଉ ଏକ ଏତଲା bbox=[4, 1501, 486, 1580]
secondary-stories bbox=[4, 571, 925, 1879]
city: ଭୁବନେଶ୍ୱର bbox=[1414, 68, 1472, 82]
divider bbox=[4, 143, 1480, 145]
protest-photo-6 bbox=[944, 1607, 1471, 1833]
lead-kicker bbox=[4, 162, 172, 248]
subhead: ଓଡ଼ିଶା ମାଧ୍ୟମିକ ସ୍କୁଲ ଶିକ୍ଷକ ସଂଘ(ଓଷ୍ଟା): bbox=[564, 412, 739, 448]
fertilizer-headline: ଜିଲାପାଳଙ୍କୁ ଜଣାଇଲେ ଚାଷୀ bbox=[562, 614, 904, 712]
paragraph: ବେଗୁନିଆ, (ଡି.ଏନ.ଏ.)-ଜାମୁସାହିର ଗୋଟିଏ ପରିବାରର ୬ ସଦସ୍ୟଙ୍କୁ ଆକ୍ରମଣ ଘଟଣାକୁ କେନ୍ଦ୍ର କରି ମଙ୍ଗଳବାର ବେଗୁନିଆ ଥାନାରେ ଅନ୍ୟ ଏକ ଅଭିଯୋଗ ହୋଇଛି । ଘଟଣାସହ ସଂପୃକ୍ତ ପ୍ରମୋଦ ପରିଡାଙ୍କ ସ୍ତ୍ରୀ ଶୋଭା ପରିଡା ଅଭିଯୋଗ କରିଛନ୍ତି । ଶୋଭାଙ୍କ ପରିବାର ଲୋକେ ବିରୋଧ କରିବାକୁ ଉଭୟ ଗୋଷ୍ଠୀ ମଧ୍ୟରେ ଯୁକ୍ତିତର୍କ ଓ ଧସ୍ତାଧସ୍ତି ହୋଇଥିଲା । ରବିବାର ରାତି ୧୦ଟାରେ ଜାମୁସାହି ଗ୍ରାମର ବେଣୁଧର ପରିଡାଙ୍କ ପରିବାରର ୬ଜଣ ସଦସ୍ୟଙ୍କୁ ଖଣ୍ଡା ଓ ଠେଙ୍ଗାରେ ଆକ୍ରମଣ କରାଯାଇଥିଲା । ଅଧିକାଂଶ ସମୟରେ ଗଣ୍ଡଗୋଳ ଲାଗେ । ଗଣ୍ଡଗୋଳ ପରେ ଗାଁଟି ପୁରୁଷଶୂନ୍ୟ ହୋଇଯାଏ । ତେବେ ଏହି ଘଟଣାରେ ଅଭିଯୁକ୍ତଙ୍କୁ ଧରିବା ପାଇଁ ଚଢ଼ାଉ ଜାରି ରହିଛି । ଅଭିଯୁକ୍ତମାନେ ଦେଉଳି, ସିଙ୍କୋ, ପରିଛଳ, ଗଡ଼ମାଣିତ୍ରୀ ଆଦି ଗାଁରେ ଲୁଚି ରହିଥିବା ସନ୍ଦେହ କରାଯାଉଛି । bbox=[4, 1592, 539, 1750]
paragraph: କଟକ ଅଫିସ: କଟକ ଉନ୍ନୟନ କର୍ତ୍ତୃପକ୍ଷ(ସିଡିଏ) କାର୍ଯ୍ୟାଳୟ ଉପରେ ମଙ୍ଗଳବାର ଅପରାହ୍ନରେ ଭିଜିଲାନ୍ସ ପକ୍ଷରୁ ଚଢାଉ କରାଯାଇଥିଲା । ପ୍ଲାନିଂ ବିଭାଗର ଏକ ବିଲଡର ସଂସ୍ଥାର ୮ଟି ଫାଇଲକୁ ଜବତ କରାଯାଇଥିବା ଜଣାପଡିଛି । ବିନା ପ୍ଲାନିଂରେ ସମ୍ପୃକ୍ତ ବିଲଡର ସଂସ୍ଥା ସହରର ଏକାଧିକ ସ୍ଥାନରେ ବେଆଇନ ଭାବେ ଆପାର୍ଟମେଣ୍ଟ ନିର୍ମାଣ କରିଥିବା ନେଇ ଅଭିଯୋଗ ହେବା ପରେ ଭିଜିଲାନ୍ସ ପକ୍ଷରୁ ଏହାର ତଦନ୍ତ ଆରମ୍ଭ ହୋଇଛି । ସିଡିଏ ପ୍ଲାନିଂ ବିଭାଗରେ ବେଆଇନ କାରବାର ଅଭିଯୋଗ ହେବା ପରେ ସହରର ଏକ ନିର୍ଦ୍ଦିଷ୍ଟ ବିଲଡର ସଂସ୍ଥାର ବିଲ୍ଡିଂ ପ୍ଲାନିଂର ୮ଟି ଫାଇଲକୁ ଜବତ କରାଯାଇଛି । ସମ୍ପୃକ୍ତ ସଂସ୍ଥା ଆପାର୍ଟମେଣ୍ଟ ନିର୍ମାଣ କରିବା ପୂର୍ବରୁ ପ୍ଲାନିଂ ଓ ଅନ୍ୟାନ୍ୟ ଆନୁଷଙ୍ଗିକ ରେକର୍ଡପତ୍ର ସିଡିଏରୁ ଗ୍ରହଣ କରିଛନ୍ତି କି ନାହିଁ ସେଥିନେଇ ଭିଜିଲାନ୍ସ ଖୋଳତାଡ କରୁଥିବା ସୂଚନା ମିଳିଛି । bbox=[1117, 2041, 1480, 2233]
photo-news-header: ଫଟୋରେ ଖବର bbox=[937, 163, 1479, 221]
subhead: ଆନନ୍ଦପୁର-ଭଦ୍ରକ-ଚାନ୍ଦବାଲି ରାସ୍ତାର ମରାମତି ଦାବି: bbox=[190, 289, 327, 326]
road-blockade-photo bbox=[4, 2034, 539, 2281]
headline-line: ସହାୟିକା ନିଯୁକ୍ତିରେ ଅନିୟମିତତାକୁ bbox=[570, 1148, 917, 1179]
sarapanch-headline: ସରପଞ୍ଚଙ୍କୁ ମାଡ଼ ଅଭିଯୋଗରେ ବ୍ଲକ କାର୍ଯ୍ୟାଳୟ ଘେରାଉ bbox=[562, 1612, 850, 1666]
photo-caption: ବ୍ଲକଗ୍ରାଣ୍ଟ ଉଚ୍ଛେଦ ଓ ପୂର୍ଣ୍ଣ ଅନୁଦାନ ପ୍ରଦାନ ଦାବିରେ ମଙ୍ଗଳବାର ୪୮୮ ବର୍ଗ ଅନୁଦାନପ୍ରାପ୍ତ କଲେଜ ବ୍ଲକଗ୍ରାଣ୍ଟ ଅଧ୍ୟାପକ-କର୍ମଚାରୀ ସମନ୍ୱୟ ସମିତି ପକ୍ଷରୁ ଭୁବନେଶ୍ୱର ଲୋୟର ପିଏମଜିରେ ବିକ୍ଷୋଭ ପ୍ରଦର୍ଶନ । bbox=[945, 486, 1470, 519]
gramya-hat-body bbox=[945, 2008, 1101, 2376]
